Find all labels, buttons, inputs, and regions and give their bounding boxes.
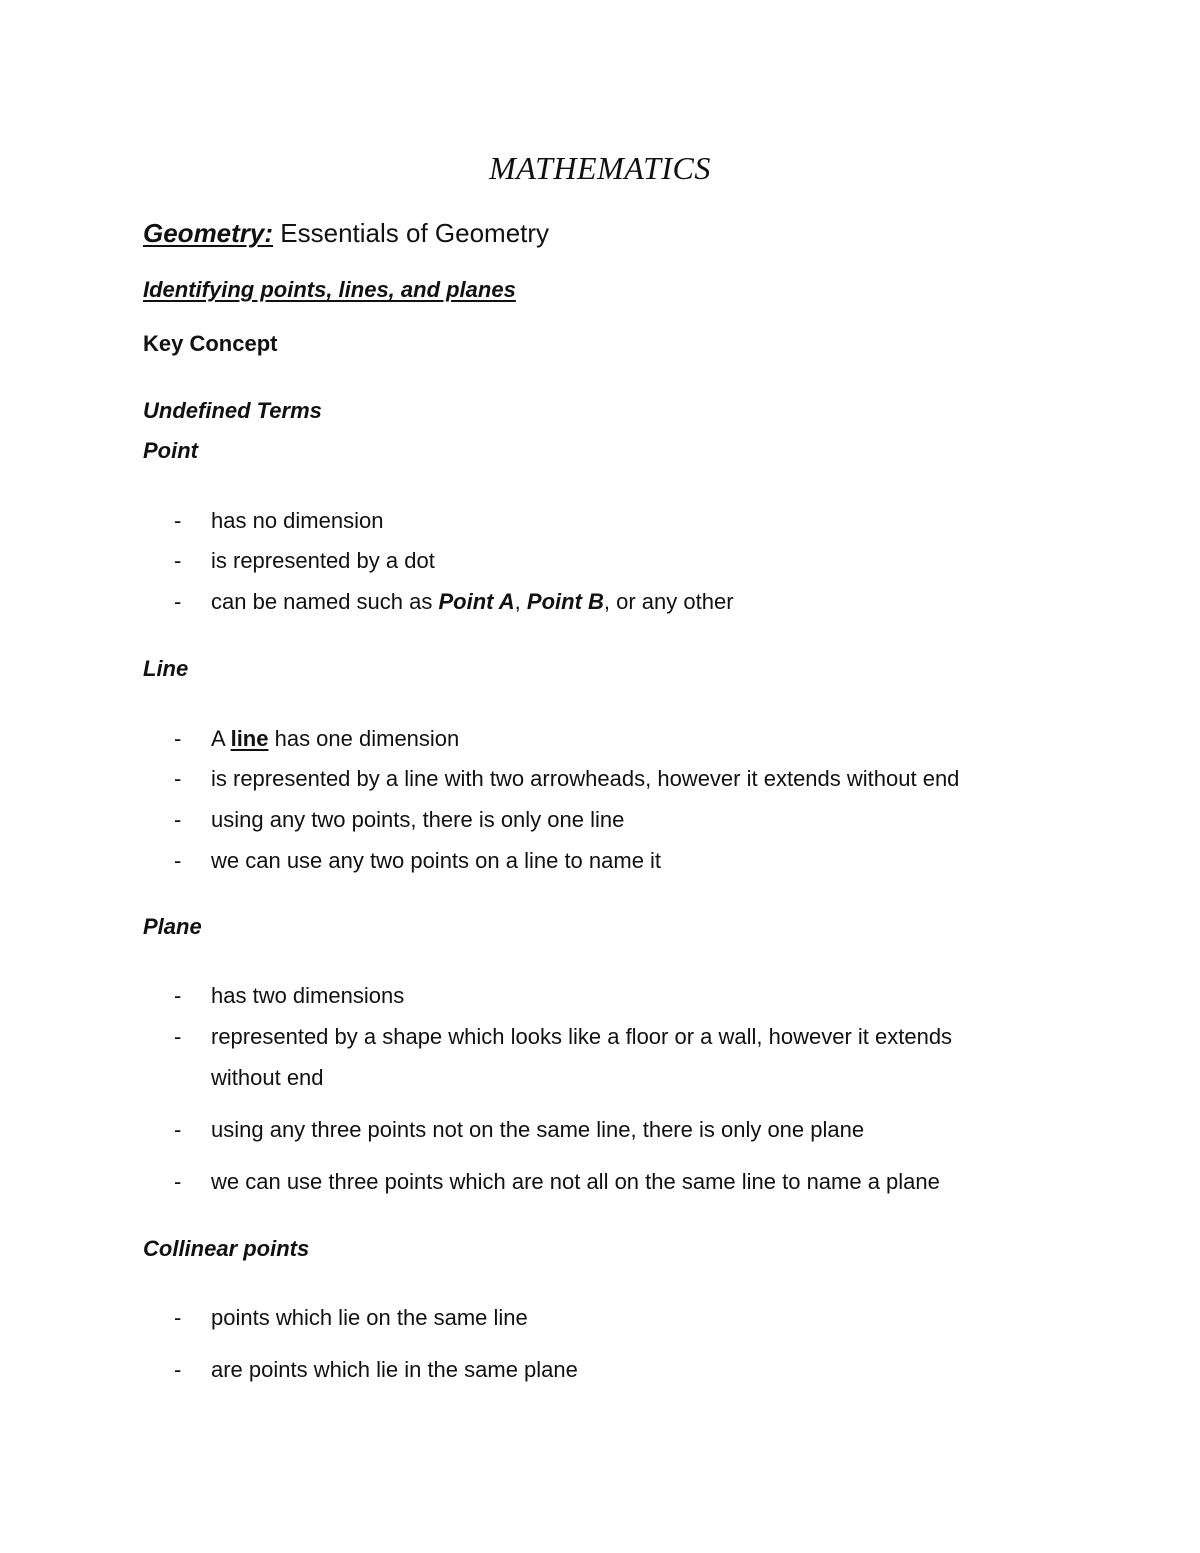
bullet-dash: - [174, 848, 182, 873]
plane-item: has two dimensions [211, 983, 405, 1008]
bullet-dash: - [174, 508, 182, 533]
plane-item-continuation: without end [211, 1065, 324, 1090]
point-item: is represented by a dot [211, 548, 435, 573]
bullet-dash: - [174, 1305, 182, 1330]
topic-heading: Identifying points, lines, and planes [143, 277, 516, 302]
plane-item: using any three points not on the same line, there is only one plane [211, 1117, 865, 1142]
line-term: line [230, 726, 269, 751]
point-item-naming [211, 589, 734, 615]
line-heading: Line [143, 656, 189, 681]
bullet-dash: - [174, 807, 182, 832]
subject-label: Geometry: [143, 218, 274, 248]
point-item: has no dimension [211, 508, 384, 533]
subject-text: Essentials of Geometry [273, 218, 550, 248]
line-item-text: A [211, 726, 231, 751]
subject-line [143, 218, 549, 249]
bullet-dash: - [174, 1117, 182, 1142]
collinear-heading: Collinear points [143, 1236, 310, 1261]
line-item: is represented by a line with two arrowheads, however it extends without end [211, 766, 960, 791]
bullet-dash: - [174, 1024, 182, 1049]
plane-item: we can use three points which are not all on the same line to name a plane [211, 1169, 940, 1194]
bullet-dash: - [174, 1169, 182, 1194]
point-b-term: Point B [526, 589, 604, 614]
point-heading: Point [143, 438, 198, 463]
bullet-dash: - [174, 1357, 182, 1382]
line-item-definition [211, 726, 459, 752]
plane-item: represented by a shape which looks like a floor or a wall, however it extends [211, 1024, 953, 1049]
point-a-term: Point A [438, 589, 515, 614]
line-item: using any two points, there is only one line [211, 807, 625, 832]
bullet-dash: - [174, 983, 182, 1008]
key-concept-heading: Key Concept [143, 331, 278, 356]
bullet-dash: - [174, 726, 182, 751]
line-item-text: has one dimension [268, 726, 460, 751]
collinear-item: are points which lie in the same plane [211, 1357, 578, 1382]
bullet-dash: - [174, 548, 182, 573]
point-item-text: can be named such as [211, 589, 439, 614]
collinear-item: points which lie on the same line [211, 1305, 528, 1330]
point-item-text: , [514, 589, 527, 614]
plane-heading: Plane [143, 914, 202, 939]
undefined-terms-heading: Undefined Terms [143, 398, 322, 423]
bullet-dash: - [174, 589, 182, 614]
bullet-dash: - [174, 766, 182, 791]
point-item-text: , or any other [603, 589, 734, 614]
line-item: we can use any two points on a line to name it [211, 848, 662, 873]
document-title: MATHEMATICS [489, 150, 711, 186]
